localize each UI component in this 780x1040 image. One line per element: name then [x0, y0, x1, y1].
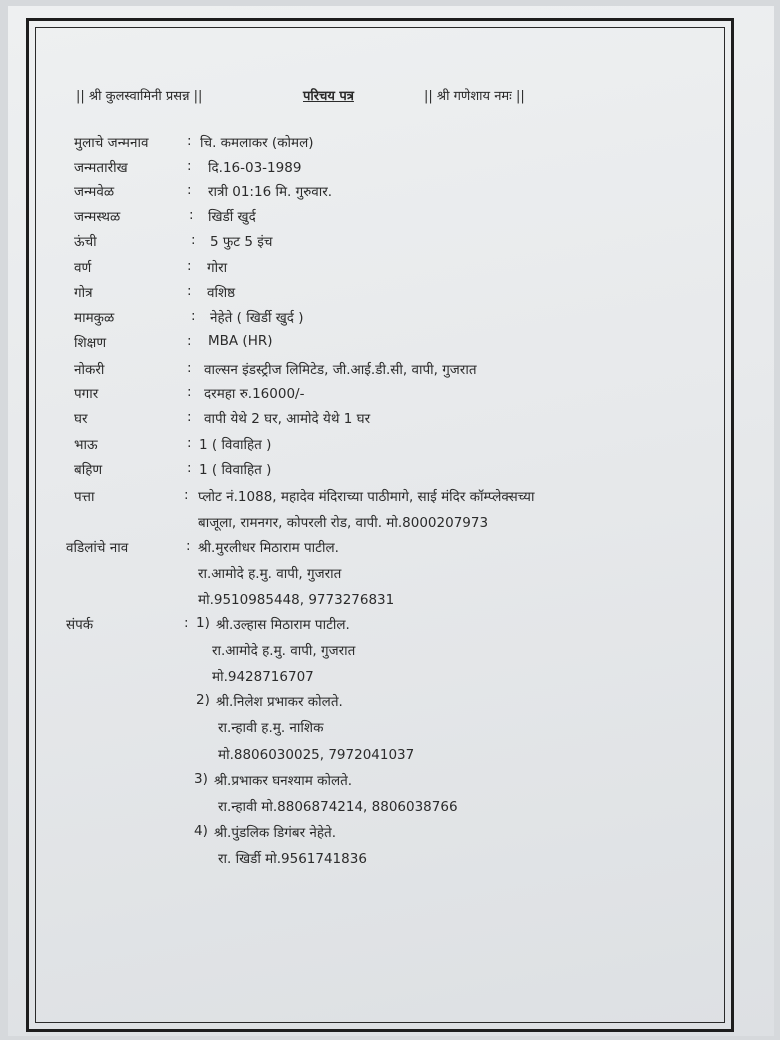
field-row [0, 409, 780, 431]
field-colon: : [187, 409, 192, 425]
field-label: घर [74, 411, 88, 427]
field-row [0, 360, 780, 382]
field-row [0, 460, 780, 482]
contact-address: रा. खिर्डी मो.9561741836 [218, 851, 367, 867]
father-phone: मो.9510985448, 9773276831 [198, 592, 395, 608]
field-colon: : [187, 133, 192, 149]
field-label: ऊंची [74, 234, 97, 250]
field-row [0, 258, 780, 280]
field-value: वशिष्ठ [207, 285, 236, 301]
contact-phone: मो.9428716707 [212, 669, 314, 685]
header-left-invocation: || श्री कुलस्वामिनी प्रसन्न || [76, 89, 203, 104]
field-value: 1 ( विवाहित ) [199, 437, 272, 453]
field-value: चि. कमलाकर (कोमल) [200, 135, 314, 151]
contact-address: रा.आमोदे ह.मु. वापी, गुजरात [212, 643, 356, 659]
field-colon: : [187, 435, 192, 451]
address-line-1: प्लोट नं.1088, महादेव मंदिराच्या पाठीमागे, साई मंदिर कॉम्प्लेक्सच्या [198, 489, 535, 505]
field-label: नोकरी [74, 362, 105, 378]
field-colon: : [187, 283, 192, 299]
field-colon: : [187, 182, 192, 198]
field-value: 5 फुट 5 इंच [210, 234, 273, 250]
field-value: दरमहा रु.16000/- [204, 386, 305, 402]
contact-name: श्री.पुंडलिक डिगंबर नेहेते. [214, 825, 337, 841]
field-label: जन्मवेळ [74, 184, 115, 200]
contact-number: 3) [194, 771, 208, 787]
field-value: खिर्डी खुर्द [208, 209, 256, 225]
contact-name: श्री.उल्हास मिठाराम पाटील. [216, 617, 350, 633]
field-label: मुलाचे जन्मनाव [74, 135, 149, 151]
field-value: गोरा [207, 260, 228, 276]
field-colon: : [187, 460, 192, 476]
field-label: पगार [74, 386, 99, 402]
contact-name: श्री.निलेश प्रभाकर कोलते. [216, 694, 343, 710]
field-label: जन्मस्थळ [74, 209, 121, 225]
field-label: मामकुळ [74, 310, 115, 326]
contacts-label: संपर्क [66, 617, 94, 633]
field-colon: : [187, 258, 192, 274]
field-label: बहिण [74, 462, 103, 478]
field-colon: : [191, 308, 196, 324]
field-row [0, 333, 780, 355]
field-colon: : [187, 158, 192, 174]
field-colon: : [186, 538, 191, 554]
contact-phone: मो.8806030025, 7972041037 [218, 747, 415, 763]
field-row [0, 158, 780, 180]
contact-name: श्री.प्रभाकर घनश्याम कोलते. [214, 773, 353, 789]
field-value: MBA (HR) [208, 333, 273, 349]
field-row [0, 435, 780, 457]
field-value: दि.16-03-1989 [208, 160, 302, 176]
father-address: रा.आमोदे ह.मु. वापी, गुजरात [198, 566, 342, 582]
field-colon: : [187, 360, 192, 376]
field-colon: : [187, 333, 192, 349]
field-row [0, 232, 780, 254]
address-label: पत्ता [74, 489, 95, 505]
contact-address: रा.न्हावी मो.8806874214, 8806038766 [218, 799, 458, 815]
field-colon: : [184, 487, 189, 503]
field-value: नेहेते ( खिर्डी खुर्द ) [210, 310, 304, 326]
document-title: परिचय पत्र [303, 89, 354, 104]
field-colon: : [189, 207, 194, 223]
field-value: 1 ( विवाहित ) [199, 462, 272, 478]
field-row [0, 308, 780, 330]
contact-address: रा.न्हावी ह.मु. नाशिक [218, 720, 324, 736]
contact-number: 4) [194, 823, 208, 839]
field-colon: : [184, 615, 189, 631]
field-label: भाऊ [74, 437, 98, 453]
father-label: वडिलांचे नाव [66, 540, 129, 556]
field-colon: : [187, 384, 192, 400]
field-value: वापी येथे 2 घर, आमोदे येथे 1 घर [204, 411, 371, 427]
field-row [0, 384, 780, 406]
address-line-2: बाजूला, रामनगर, कोपरली रोड, वापी. मो.8000207973 [198, 515, 489, 531]
field-label: जन्मतारीख [74, 160, 128, 176]
header-right-invocation: || श्री गणेशाय नमः || [424, 89, 525, 104]
field-row [0, 207, 780, 229]
field-row [0, 283, 780, 305]
field-value: वाल्सन इंडस्ट्रीज लिमिटेड, जी.आई.डी.सी, वापी, गुजरात [204, 362, 477, 378]
contact-number: 2) [196, 692, 210, 708]
contact-number: 1) [196, 615, 210, 631]
field-value: रात्री 01:16 मि. गुरुवार. [208, 184, 333, 200]
field-label: शिक्षण [74, 335, 107, 351]
father-name: श्री.मुरलीधर मिठाराम पाटील. [198, 540, 339, 556]
field-row [0, 133, 780, 155]
field-colon: : [191, 232, 196, 248]
field-label: गोत्र [74, 285, 93, 301]
field-label: वर्ण [74, 260, 92, 276]
field-row [0, 182, 780, 204]
